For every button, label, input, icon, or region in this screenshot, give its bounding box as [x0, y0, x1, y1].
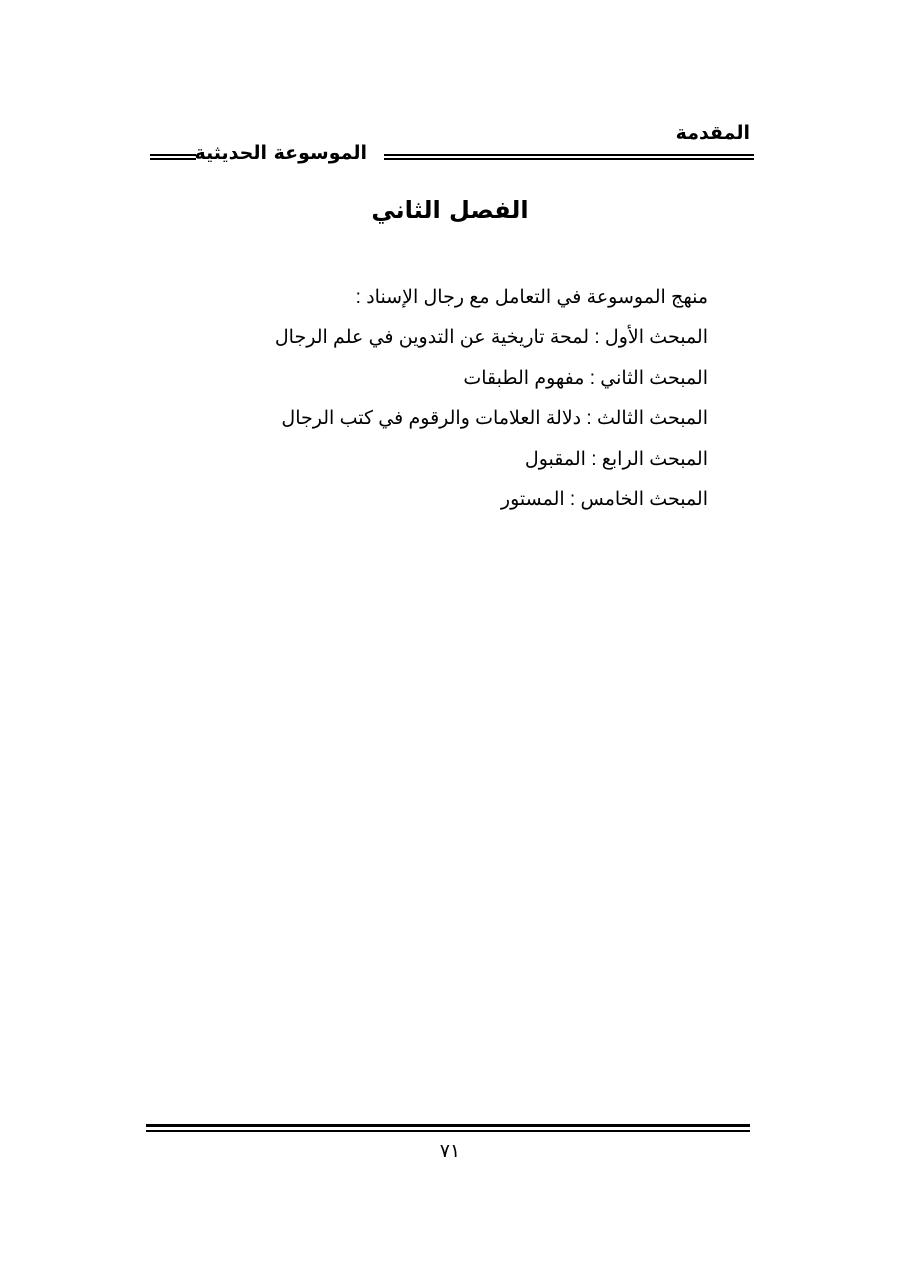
contents-intro: منهج الموسوعة في التعامل مع رجال الإسناد :: [355, 287, 708, 308]
contents-item: المبحث الرابع : المقبول: [524, 448, 708, 470]
header-section-title: المقدمة: [675, 122, 750, 144]
header-book-title: الموسوعة الحديثية: [194, 142, 367, 164]
contents-item: المبحث الخامس : المستور: [500, 489, 708, 511]
header-rule-long: [384, 154, 754, 160]
header-rule-short: [150, 154, 196, 160]
footer-rule: [146, 1124, 750, 1132]
chapter-contents: [148, 278, 708, 520]
page-number: ٧١: [439, 1141, 461, 1162]
contents-item: المبحث الثاني : مفهوم الطبقات: [463, 367, 708, 389]
contents-item: المبحث الثالث : دلالة العلامات والرقوم في كتب الرجال: [281, 408, 708, 430]
contents-item: المبحث الأول : لمحة تاريخية عن التدوين في علم الرجال: [274, 327, 708, 349]
chapter-title: الفصل الثاني: [371, 196, 529, 224]
